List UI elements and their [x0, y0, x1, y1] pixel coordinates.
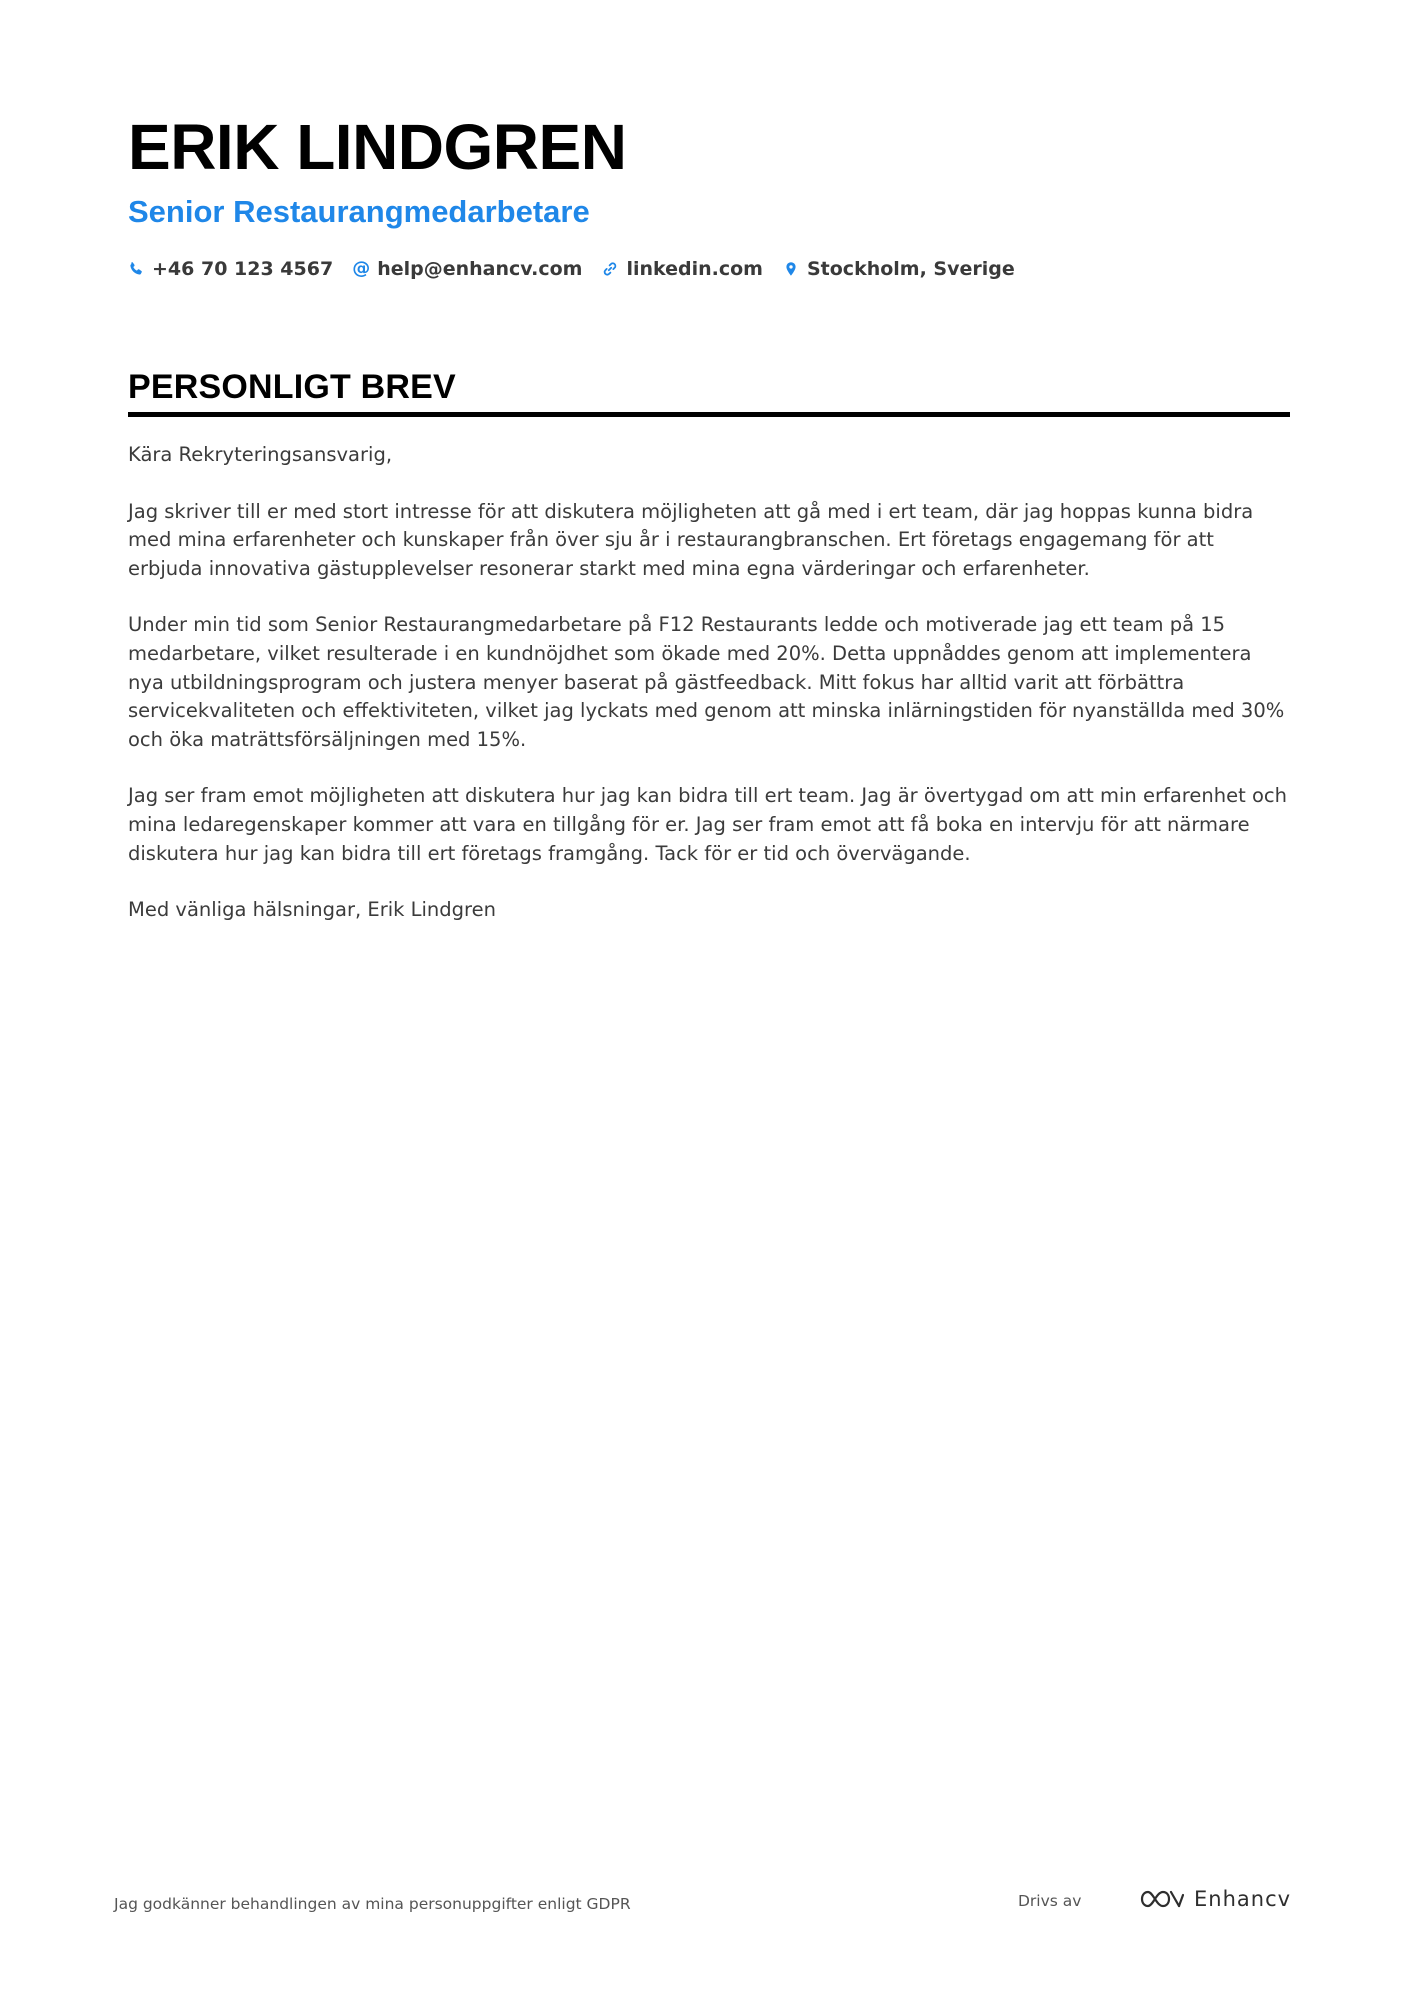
contact-email[interactable] — [353, 258, 582, 280]
cover-letter-section — [128, 366, 1290, 953]
contact-row — [128, 258, 1288, 280]
enhancv-brand-name: Enhancv — [1194, 1887, 1292, 1911]
phone-icon — [128, 260, 144, 278]
enhancv-brand[interactable] — [1138, 1886, 1291, 1912]
letter-greeting: Kära Rekryteringsansvarig, — [128, 443, 393, 466]
header — [128, 108, 1288, 280]
job-title: Senior Restaurangmedarbetare — [128, 194, 590, 229]
map-pin-icon — [783, 260, 799, 278]
candidate-name: ERIK LINDGREN — [128, 111, 627, 183]
contact-link[interactable] — [602, 258, 763, 280]
section-divider — [128, 412, 1290, 417]
link-text: linkedin.com — [626, 258, 763, 280]
enhancv-logo-icon — [1138, 1886, 1184, 1912]
letter-paragraph: Jag skriver till er med stort intresse för att diskutera möjligheten att gå med i ert team, där jag hoppas kunna bidra med mina erfarenheter och kunskaper från över sju år i restaurangbranschen. Ert företags engagemang för att erbjuda innovativa gästupplevelser resonerar starkt med mina egna värderingar och erfarenheter. — [128, 499, 1254, 580]
letter-body — [128, 441, 1290, 925]
powered-by-label: Drivs av — [1018, 1892, 1082, 1910]
email-text: help@enhancv.com — [377, 258, 583, 280]
phone-text: +46 70 123 4567 — [152, 258, 334, 280]
letter-paragraph: Under min tid som Senior Restaurangmedarbetare på F12 Restaurants ledde och motiverade jag ett team på 15 medarbetare, vilket resulterade i en kundnöjdhet som ökade med 20%. Detta uppnåddes genom att implementera nya utbildningsprogram och justera menyer baserat på gästfeedback. Mitt fokus har alltid varit att förbättra servicekvaliteten och effektiviteten, vilket jag lyckats med genom att minska inlärningstiden för nyanställda med 30% och öka maträttsförsäljningen med 15%. — [128, 613, 1285, 751]
section-title: PERSONLIGT BREV — [128, 368, 456, 406]
letter-paragraph: Jag ser fram emot möjligheten att diskutera hur jag kan bidra till ert team. Jag är övertygad om att min erfarenhet och mina ledaregenskaper kommer att vara en tillgång för er. Jag ser fram emot att få boka en intervju för att närmare diskutera hur jag kan bidra till ert företags framgång. Tack för er tid och övervägande. — [128, 784, 1287, 865]
gdpr-consent: Jag godkänner behandlingen av mina personuppgifter enligt GDPR — [114, 1895, 631, 1913]
contact-phone[interactable] — [128, 258, 333, 280]
location-text: Stockholm, Sverige — [806, 258, 1015, 280]
contact-location — [783, 258, 1015, 280]
link-icon — [602, 260, 618, 278]
letter-closing: Med vänliga hälsningar, Erik Lindgren — [128, 898, 496, 922]
at-icon: @ — [352, 258, 371, 279]
